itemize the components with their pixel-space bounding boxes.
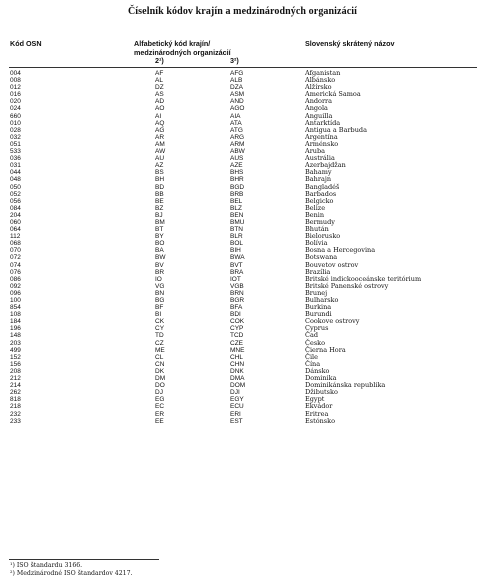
cell-alpha3: AGO — [230, 105, 245, 113]
cell-code: 070 — [10, 247, 21, 255]
cell-alpha3: BLZ — [230, 204, 242, 212]
cell-alpha2: AZ — [155, 162, 164, 170]
cell-code: 086 — [10, 275, 21, 283]
cell-alpha3: MNE — [230, 346, 245, 354]
cell-country-name: Andorra — [305, 97, 333, 106]
footnote-2: ²) Medzinárodné ISO štandardov 4217. — [10, 570, 133, 577]
table-row — [0, 134, 485, 141]
table-row — [0, 127, 485, 134]
cell-code: 108 — [10, 311, 21, 319]
cell-alpha3: BGD — [230, 183, 245, 191]
cell-code: 051 — [10, 140, 21, 148]
header-name: Slovenský skrátený názov — [305, 39, 395, 48]
cell-alpha3: CZE — [230, 339, 243, 347]
cell-alpha3: ALB — [230, 77, 243, 85]
cell-alpha3: DOM — [230, 382, 246, 390]
cell-code: 262 — [10, 389, 21, 397]
cell-country-name: Džibutsko — [305, 388, 338, 397]
cell-alpha3: BMU — [230, 218, 245, 226]
table-row — [0, 389, 485, 396]
cell-alpha2: DZ — [155, 84, 164, 92]
table-row — [0, 276, 485, 283]
cell-alpha2: ME — [155, 346, 165, 354]
cell-country-name: Čína — [305, 359, 321, 368]
cell-alpha3: BIH — [230, 247, 241, 255]
cell-alpha2: BW — [155, 254, 166, 262]
table-row — [0, 77, 485, 84]
cell-code: 212 — [10, 375, 21, 383]
cell-alpha3: ATA — [230, 119, 242, 127]
cell-code: 031 — [10, 162, 21, 170]
cell-country-name: Čad — [305, 331, 319, 340]
cell-alpha2: BM — [155, 218, 165, 226]
table-row — [0, 247, 485, 254]
cell-code: 074 — [10, 261, 21, 269]
cell-country-name: Aruba — [305, 147, 326, 156]
country-table — [0, 70, 485, 425]
cell-alpha2: AU — [155, 155, 165, 163]
table-row — [0, 240, 485, 247]
table-row — [0, 297, 485, 304]
cell-code: 204 — [10, 211, 21, 219]
cell-alpha3: BRN — [230, 289, 244, 297]
cell-code: 196 — [10, 325, 21, 333]
cell-alpha2: CZ — [155, 339, 164, 347]
cell-alpha3: BVT — [230, 261, 243, 269]
cell-alpha3: BHR — [230, 176, 244, 184]
cell-country-name: Benin — [305, 210, 325, 219]
cell-code: 818 — [10, 396, 21, 404]
cell-alpha3: BDI — [230, 311, 241, 319]
cell-code: 004 — [10, 70, 21, 77]
cell-alpha2: BT — [155, 226, 164, 234]
table-row — [0, 148, 485, 155]
table-row — [0, 198, 485, 205]
cell-code: 060 — [10, 218, 21, 226]
cell-alpha3: CHN — [230, 360, 245, 368]
cell-alpha2: AS — [155, 91, 164, 99]
cell-alpha3: BRB — [230, 190, 244, 198]
cell-code: 072 — [10, 254, 21, 262]
table-row — [0, 226, 485, 233]
cell-code: 068 — [10, 240, 21, 248]
cell-code: 028 — [10, 126, 21, 134]
table-row — [0, 176, 485, 183]
table-row — [0, 290, 485, 297]
cell-country-name: Eritrea — [305, 409, 329, 418]
cell-alpha2: BZ — [155, 204, 164, 212]
cell-alpha2: BR — [155, 268, 165, 276]
table-row — [0, 212, 485, 219]
table-row — [0, 254, 485, 261]
cell-country-name: Bielorusko — [305, 232, 341, 241]
cell-alpha3: TCD — [230, 332, 244, 340]
cell-country-name: Alžírsko — [305, 83, 332, 92]
table-row — [0, 169, 485, 176]
cell-country-name: Dánsko — [305, 366, 330, 375]
cell-alpha2: BY — [155, 233, 164, 241]
table-row — [0, 184, 485, 191]
cell-alpha3: ERI — [230, 410, 241, 418]
cell-country-name: Dominikánska republika — [305, 381, 386, 390]
cell-code: 008 — [10, 77, 21, 85]
cell-alpha2: CK — [155, 318, 165, 326]
cell-alpha2: AQ — [155, 119, 165, 127]
cell-alpha3: BEL — [230, 197, 243, 205]
footnote-rule — [9, 559, 159, 560]
cell-alpha3: ARM — [230, 140, 245, 148]
table-row — [0, 120, 485, 127]
cell-alpha2: DO — [155, 382, 165, 390]
table-row — [0, 375, 485, 382]
cell-code: 184 — [10, 318, 21, 326]
cell-alpha3: BFA — [230, 304, 243, 312]
cell-code: 214 — [10, 382, 21, 390]
table-row — [0, 411, 485, 418]
cell-alpha2: BD — [155, 183, 165, 191]
cell-alpha2: BE — [155, 197, 164, 205]
cell-alpha3: BGR — [230, 297, 245, 304]
cell-country-name: Bhután — [305, 225, 329, 234]
cell-country-name: Botswana — [305, 253, 338, 262]
cell-code: 148 — [10, 332, 21, 340]
cell-code: 100 — [10, 297, 21, 304]
cell-alpha2: AO — [155, 105, 165, 113]
cell-alpha3: BLR — [230, 233, 243, 241]
cell-country-name: Burkina — [305, 303, 332, 312]
table-row — [0, 354, 485, 361]
cell-code: 218 — [10, 403, 21, 411]
cell-code: 499 — [10, 346, 21, 354]
cell-country-name: Azerbajdžan — [305, 161, 346, 170]
cell-country-name: Austrália — [305, 154, 335, 163]
cell-alpha3: ATG — [230, 126, 243, 134]
cell-code: 064 — [10, 226, 21, 234]
cell-alpha2: ER — [155, 410, 165, 418]
table-row — [0, 340, 485, 347]
cell-country-name: Estónsko — [305, 416, 335, 425]
cell-alpha2: AF — [155, 70, 164, 77]
cell-alpha3: BTN — [230, 226, 243, 234]
cell-code: 533 — [10, 148, 21, 156]
cell-country-name: Bahrajn — [305, 175, 332, 184]
table-row — [0, 332, 485, 339]
cell-alpha3: BWA — [230, 254, 245, 262]
cell-alpha2: BO — [155, 240, 165, 248]
table-row — [0, 382, 485, 389]
header-alpha3: 3²) — [230, 56, 239, 66]
cell-alpha2: AW — [155, 148, 166, 156]
cell-code: 112 — [10, 233, 21, 241]
cell-code: 056 — [10, 197, 21, 205]
cell-code: 010 — [10, 119, 21, 127]
cell-country-name: Burundi — [305, 310, 332, 319]
cell-alpha3: CHL — [230, 353, 244, 361]
cell-country-name: Čile — [305, 352, 318, 361]
cell-alpha2: AI — [155, 112, 162, 120]
table-row — [0, 396, 485, 403]
cell-alpha2: EC — [155, 403, 165, 411]
cell-country-name: Čierna Hora — [305, 345, 346, 354]
cell-alpha3: DNK — [230, 367, 244, 375]
table-row — [0, 98, 485, 105]
cell-alpha2: AG — [155, 126, 165, 134]
cell-alpha3: VGB — [230, 282, 244, 290]
cell-alpha2: EE — [155, 417, 164, 425]
table-row — [0, 205, 485, 212]
cell-alpha3: DMA — [230, 375, 245, 383]
cell-country-name: Angola — [305, 104, 328, 113]
cell-code: 012 — [10, 84, 21, 92]
cell-alpha3: IOT — [230, 275, 241, 283]
cell-alpha3: ABW — [230, 148, 245, 156]
cell-country-name: Britské indickooceánske teritórium — [305, 274, 422, 283]
cell-country-name: Antigua a Barbuda — [305, 125, 367, 134]
cell-alpha2: AR — [155, 133, 165, 141]
table-row — [0, 361, 485, 368]
cell-country-name: Barbados — [305, 189, 337, 198]
table-row — [0, 70, 485, 77]
cell-code: 036 — [10, 155, 21, 163]
cell-alpha2: AM — [155, 140, 165, 148]
cell-country-name: Ekvádor — [305, 402, 333, 411]
cell-country-name: Argentína — [305, 132, 338, 141]
cell-code: 044 — [10, 169, 21, 177]
cell-code: 076 — [10, 268, 21, 276]
cell-country-name: Antarktída — [305, 118, 341, 127]
cell-code: 084 — [10, 204, 21, 212]
cell-alpha2: CL — [155, 353, 164, 361]
cell-alpha2: BH — [155, 176, 165, 184]
cell-alpha2: AD — [155, 98, 165, 106]
table-row — [0, 283, 485, 290]
cell-code: 020 — [10, 98, 21, 106]
cell-alpha2: BS — [155, 169, 164, 177]
cell-code: 052 — [10, 190, 21, 198]
cell-code: 152 — [10, 353, 21, 361]
table-row — [0, 113, 485, 120]
table-row — [0, 233, 485, 240]
cell-code: 156 — [10, 360, 21, 368]
cell-alpha3: AFG — [230, 70, 244, 77]
cell-alpha3: COK — [230, 318, 245, 326]
cell-alpha3: BHS — [230, 169, 244, 177]
cell-country-name: Britské Panenské ostrovy — [305, 281, 389, 290]
cell-alpha3: AUS — [230, 155, 244, 163]
table-row — [0, 219, 485, 226]
cell-alpha2: BV — [155, 261, 164, 269]
table-row — [0, 418, 485, 425]
cell-alpha3: ASM — [230, 91, 245, 99]
table-row — [0, 311, 485, 318]
cell-country-name: Arménsko — [305, 139, 339, 148]
header-alpha-line1: Alfabetický kód krajín/ — [134, 39, 211, 48]
cell-country-name: Bermudy — [305, 217, 335, 226]
cell-alpha3: DJI — [230, 389, 240, 397]
cell-country-name: Americká Samoa — [305, 90, 361, 99]
table-row — [0, 318, 485, 325]
cell-alpha2: TD — [155, 332, 164, 340]
cell-country-name: Dominika — [305, 374, 337, 383]
cell-alpha2: BA — [155, 247, 164, 255]
cell-alpha2: BI — [155, 311, 162, 319]
cell-alpha2: IO — [155, 275, 162, 283]
cell-alpha3: BRA — [230, 268, 244, 276]
cell-country-name: Bouvetov ostrov — [305, 260, 359, 269]
table-row — [0, 403, 485, 410]
table-row — [0, 368, 485, 375]
cell-alpha3: AIA — [230, 112, 241, 120]
cell-alpha3: BEN — [230, 211, 244, 219]
cell-code: 092 — [10, 282, 21, 290]
cell-alpha2: CY — [155, 325, 165, 333]
cell-country-name: Bolívia — [305, 239, 328, 248]
cell-alpha2: DM — [155, 375, 166, 383]
cell-alpha2: BB — [155, 190, 164, 198]
cell-alpha3: AZE — [230, 162, 243, 170]
cell-alpha3: ECU — [230, 403, 244, 411]
cell-code: 048 — [10, 176, 21, 184]
cell-country-name: Albánsko — [305, 76, 336, 85]
cell-alpha3: BOL — [230, 240, 244, 248]
cell-country-name: Anguilla — [305, 111, 333, 120]
cell-code: 208 — [10, 367, 21, 375]
cell-country-name: Bahamy — [305, 168, 332, 177]
footnote-1: ¹) ISO štandardu 3166. — [10, 562, 83, 569]
cell-code: 032 — [10, 133, 21, 141]
table-row — [0, 91, 485, 98]
header-rule — [9, 67, 477, 68]
cell-country-name: Bosna a Hercegovina — [305, 246, 376, 255]
cell-code: 024 — [10, 105, 21, 113]
cell-country-name: Bulharsko — [305, 296, 339, 304]
cell-code: 050 — [10, 183, 21, 191]
cell-alpha3: ARG — [230, 133, 245, 141]
cell-alpha3: CYP — [230, 325, 244, 333]
cell-country-name: Bangladéš — [305, 182, 340, 191]
header-alpha-line2: medzinárodných organizácií — [134, 47, 231, 57]
cell-alpha2: BN — [155, 289, 165, 297]
cell-code: 016 — [10, 91, 21, 99]
cell-alpha2: BF — [155, 304, 164, 312]
table-row — [0, 162, 485, 169]
cell-country-name: Česko — [305, 338, 326, 347]
cell-alpha2: DJ — [155, 389, 163, 397]
table-row — [0, 325, 485, 332]
cell-country-name: Belgicko — [305, 196, 334, 205]
header-code: Kód OSN — [10, 39, 42, 48]
table-row — [0, 155, 485, 162]
cell-alpha2: BG — [155, 297, 165, 304]
table-row — [0, 84, 485, 91]
cell-country-name: Cyprus — [305, 324, 329, 333]
cell-alpha3: EGY — [230, 396, 244, 404]
cell-alpha3: DZA — [230, 84, 243, 92]
cell-alpha2: CN — [155, 360, 165, 368]
cell-code: 854 — [10, 304, 21, 312]
cell-code: 233 — [10, 417, 21, 425]
header-alpha2: 2¹) — [155, 56, 164, 66]
table-row — [0, 304, 485, 311]
table-row — [0, 141, 485, 148]
cell-country-name: Brazília — [305, 267, 331, 276]
cell-country-name: Cookove ostrovy — [305, 317, 360, 326]
cell-alpha2: DK — [155, 367, 165, 375]
cell-alpha2: VG — [155, 282, 165, 290]
cell-code: 096 — [10, 289, 21, 297]
cell-code: 660 — [10, 112, 21, 120]
cell-code: 203 — [10, 339, 21, 347]
cell-alpha3: EST — [230, 417, 243, 425]
cell-country-name: Brunej — [305, 288, 328, 297]
cell-alpha2: EG — [155, 396, 165, 404]
cell-country-name: Belize — [305, 203, 326, 212]
table-row — [0, 105, 485, 112]
cell-country-name: Afganistan — [305, 69, 341, 77]
cell-code: 232 — [10, 410, 21, 418]
document-title: Číselník kódov krajín a medzinárodných organizácií — [127, 6, 357, 17]
table-row — [0, 191, 485, 198]
cell-alpha2: BJ — [155, 211, 163, 219]
cell-country-name: Egypt — [305, 395, 325, 404]
table-row — [0, 347, 485, 354]
cell-alpha3: AND — [230, 98, 244, 106]
table-row — [0, 262, 485, 269]
cell-alpha2: AL — [155, 77, 163, 85]
